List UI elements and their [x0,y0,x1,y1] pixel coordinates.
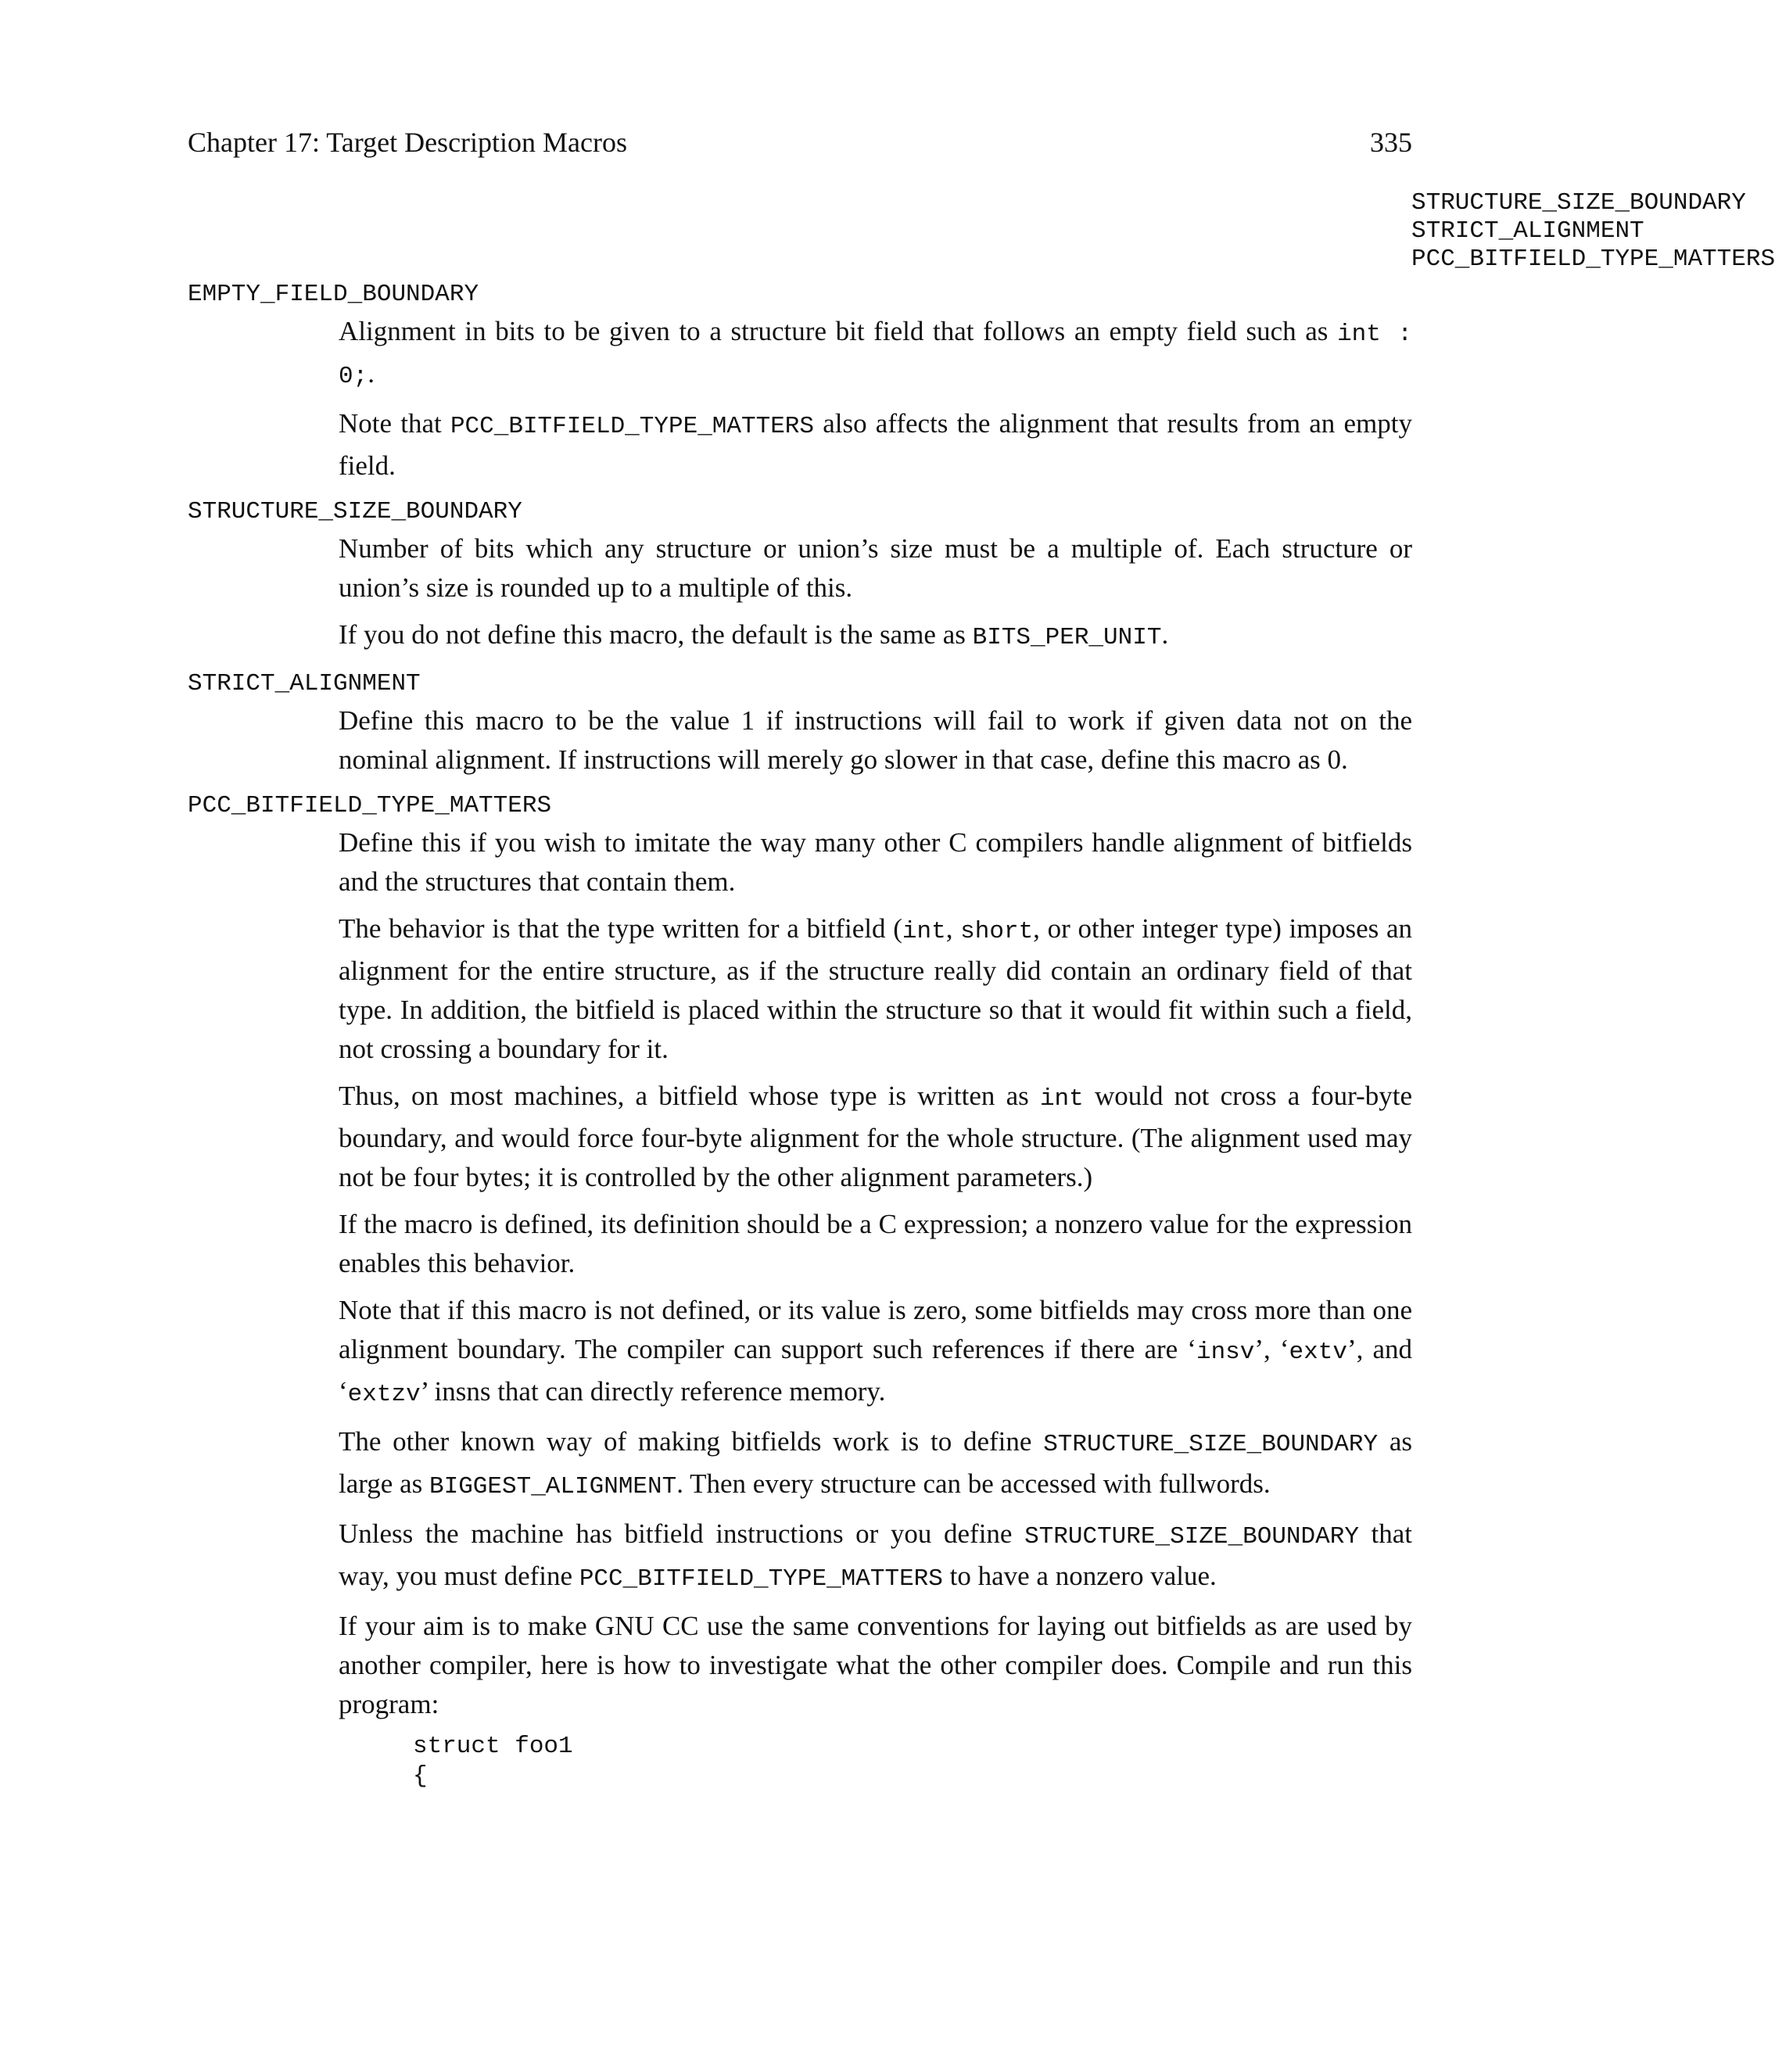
margin-index-entry: STRICT_ALIGNMENT [1411,217,1644,245]
margin-index [1411,189,1775,274]
macro-term: EMPTY_FIELD_BOUNDARY [188,281,479,308]
macro-description [339,701,1412,780]
paragraph: Number of bits which any structure or union’s size must be a multiple of. Each structure or union’s size is rounded up to a multiple of this. [339,533,1412,603]
page-number: 335 [1370,127,1412,158]
macro-term: STRICT_ALIGNMENT [188,670,421,697]
macro-term: PCC_BITFIELD_TYPE_MATTERS [188,792,552,819]
margin-index-entry: STRUCTURE_SIZE_BOUNDARY [1411,189,1746,217]
entry-pcc-bitfield-type-matters [188,789,1412,1791]
paragraph: Define this macro to be the value 1 if instructions will fail to work if given data not on the nominal alignment. If instructions will merely go slower in that case, define this macro as 0. [339,705,1412,775]
macro-description [339,312,1412,486]
paragraph: Note that if this macro is not defined, or its value is zero, some bitfields may cross more than one alignment boundary. The compiler can support such references if there are ‘insv’, ‘extv’, and ‘extzv’ insns that can directly reference memory. [339,1295,1412,1408]
macro-description [339,529,1412,658]
paragraph: If you do not define this macro, the default is the same as BITS_PER_UNIT. [339,619,1169,651]
paragraph: Define this if you wish to imitate the way many other C compilers handle alignment of bitfields and the structures that contain them. [339,827,1412,897]
entry-empty-field-boundary [188,278,1412,486]
paragraph: Unless the machine has bitfield instructions or you define STRUCTURE_SIZE_BOUNDARY that way, you must define PCC_BITFIELD_TYPE_MATTERS to have a nonzero value. [339,1518,1413,1593]
margin-index-entry: PCC_BITFIELD_TYPE_MATTERS [1411,246,1775,273]
macro-description [339,823,1412,1791]
code-example: struct foo1 { [413,1733,573,1790]
entry-structure-size-boundary [188,495,1412,658]
paragraph: The behavior is that the type written for a bitfield (int, short, or other integer type) imposes an alignment for the entire structure, as if the structure really did contain an ordinary field of that type. In addition, the bitfield is placed within the structure so that it would fit within such a field, not crossing a boundary for it. [339,913,1413,1064]
paragraph: Thus, on most machines, a bitfield whose type is written as int would not cross a four-byte boundary, and would force four-byte alignment for the whole structure. (The alignment used may not be four bytes; it is controlled by the other alignment parameters.) [339,1081,1412,1192]
paragraph: The other known way of making bitfields work is to define STRUCTURE_SIZE_BOUNDARY as large as BIGGEST_ALIGNMENT. Then every structure can be accessed with fullwords. [339,1426,1413,1500]
chapter-title: Chapter 17: Target Description Macros [188,127,628,158]
running-header [188,125,1412,160]
paragraph: If your aim is to make GNU CC use the same conventions for laying out bitfields as are used by another compiler, here is how to investigate what the other compiler does. Compile and run this program: [339,1611,1412,1719]
entry-strict-alignment [188,667,1412,780]
page-body [188,278,1412,1801]
paragraph: Note that PCC_BITFIELD_TYPE_MATTERS also affects the alignment that results from an empty field. [339,408,1412,481]
paragraph: If the macro is defined, its definition should be a C expression; a nonzero value for the expression enables this behavior. [339,1209,1412,1278]
paragraph: Alignment in bits to be given to a structure bit field that follows an empty field such as int : 0;. [339,316,1412,390]
macro-term: STRUCTURE_SIZE_BOUNDARY [188,498,522,525]
